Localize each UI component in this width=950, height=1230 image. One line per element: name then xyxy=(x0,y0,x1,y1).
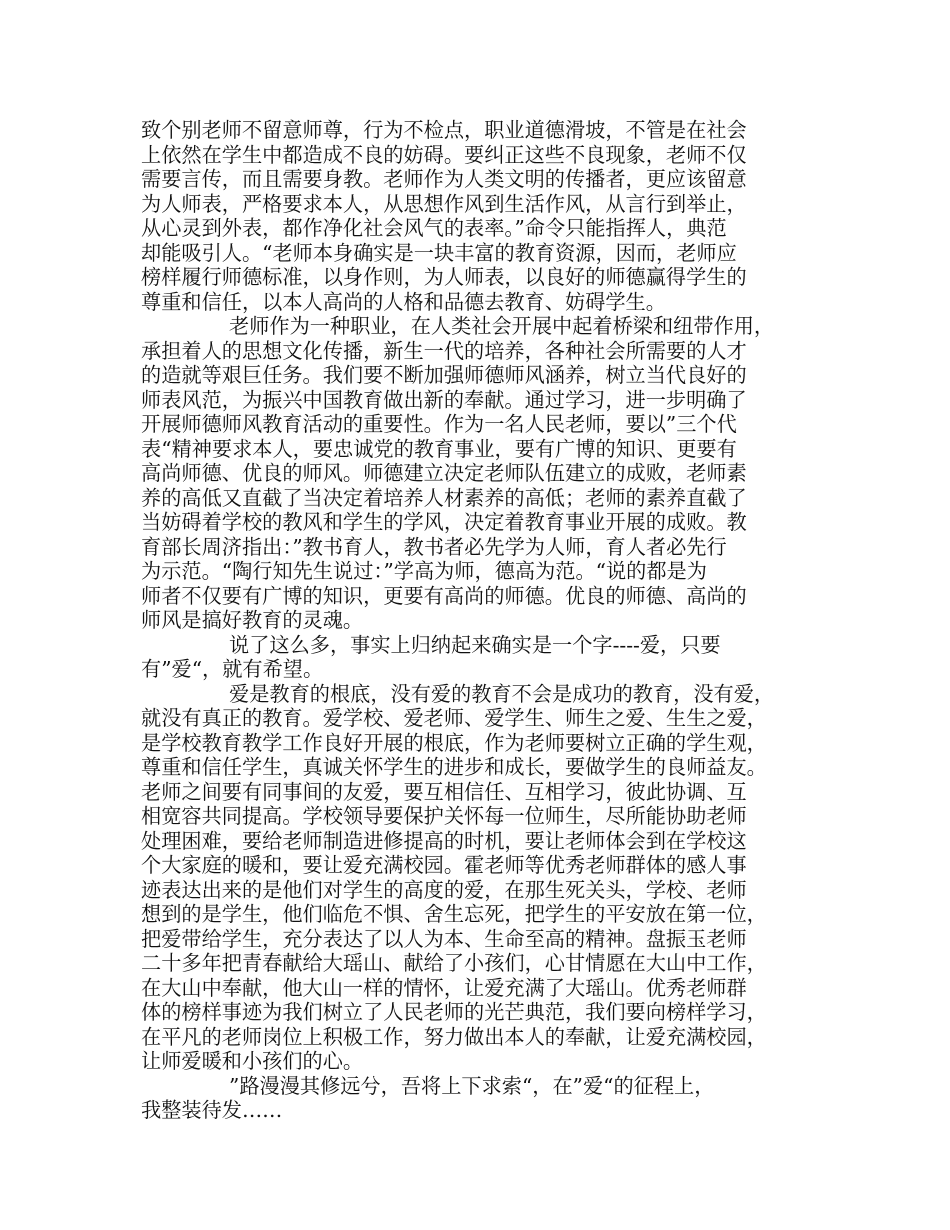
text-line: 需要言传，而且需要身教。老师作为人类文明的传播者，更应该留意 xyxy=(141,167,747,191)
text-line: 相宽容共同提高。学校领导要保护关怀每一位师生，尽所能协助老师 xyxy=(141,804,747,828)
text-line: 上依然在学生中都造成不良的妨碍。要纠正这些不良现象，老师不仅 xyxy=(141,142,747,167)
text-line: 尊重和信任，以本人高尚的人格和品德去教育、妨碍学生。 xyxy=(141,289,666,314)
text-line: 老师作为一种职业，在人类社会开展中起着桥梁和纽带作用， xyxy=(229,314,775,338)
text-line: 想到的是学生，他们临危不惧、舍生忘死，把学生的平安放在第一位， xyxy=(141,902,767,926)
text-line: 致个别老师不留意师尊，行为不检点，职业道德滑坡，不管是在社会 xyxy=(141,118,747,142)
text-line: 把爱带给学生，充分表达了以人为本、生命至高的精神。盘振玉老师 xyxy=(141,926,747,951)
paragraph xyxy=(141,1074,811,1123)
text-line: 师者不仅要有广博的知识，更要有高尚的师德。优良的师德、高尚的 xyxy=(141,583,747,608)
text-line: 养的高低又直截了当决定着培养人材素养的高低；老师的素养直截了 xyxy=(141,485,747,510)
text-line: 承担着人的思想文化传播，新生一代的培养，各种社会所需要的人才 xyxy=(141,338,747,363)
text-line: 我整装待发…… xyxy=(141,1098,283,1122)
text-line: 就没有真正的教育。爱学校、爱老师、爱学生、师生之爱、生生之爱， xyxy=(141,706,767,730)
paragraph xyxy=(141,633,811,682)
text-line: 为人师表，严格要求本人，从思想作风到生活作风，从言行到举止， xyxy=(141,191,747,216)
paragraph xyxy=(141,682,811,1074)
text-line: 体的榜样事迹为我们树立了人民老师的光芒典范，我们要向榜样学习， xyxy=(141,1000,767,1024)
text-line: 师风是搞好教育的灵魂。 xyxy=(141,608,364,632)
document-body xyxy=(141,118,811,1123)
text-line: 爱是教育的根底，没有爱的教育不会是成功的教育，没有爱， xyxy=(229,681,775,706)
text-line: 为示范。“陶行知先生说过：”学高为师，德高为范。“说的都是为 xyxy=(141,559,707,583)
text-line: 迹表达出来的是他们对学生的高度的爱，在那生死关头，学校、老师 xyxy=(141,877,747,902)
text-line: ”路漫漫其修远兮，吾将上下求索“，在”爱“的征程上， xyxy=(229,1073,715,1098)
text-line: 的造就等艰巨任务。我们要不断加强师德师风涵养，树立当代良好的 xyxy=(141,363,747,387)
text-line: 当妨碍着学校的教风和学生的学风，决定着教育事业开展的成败。教 xyxy=(141,510,747,534)
text-line: 在平凡的老师岗位上积极工作，努力做出本人的奉献，让爱充满校园， xyxy=(141,1024,767,1049)
text-line: 是学校教育教学工作良好开展的根底，作为老师要树立正确的学生观， xyxy=(141,730,767,755)
text-line: 处理困难，要给老师制造进修提高的时机，要让老师体会到在学校这 xyxy=(141,828,747,853)
text-line: 表“精神要求本人，要忠诚党的教育事业，要有广博的知识、更要有 xyxy=(141,436,737,461)
text-line: 从心灵到外表，都作净化社会风气的表率。”命令只能指挥人，典范 xyxy=(141,216,727,240)
text-line: 却能吸引人。“老师本身确实是一块丰富的教育资源，因而，老师应 xyxy=(141,240,737,265)
text-line: 榜样履行师德标准，以身作则，为人师表，以良好的师德赢得学生的 xyxy=(141,265,747,289)
text-line: 师表风范，为振兴中国教育做出新的奉献。通过学习，进一步明确了 xyxy=(141,387,747,412)
text-line: 开展师德师风教育活动的重要性。作为一名人民老师，要以”三个代 xyxy=(141,412,737,436)
text-line: 在大山中奉献，他大山一样的情怀，让爱充满了大瑶山。优秀老师群 xyxy=(141,975,747,1000)
text-line: 有”爱“，就有希望。 xyxy=(141,657,324,681)
paragraph xyxy=(141,118,811,314)
text-line: 高尚师德、优良的师风。师德建立决定老师队伍建立的成败，老师素 xyxy=(141,461,747,485)
text-line: 育部长周济指出：”教书育人，教书者必先学为人师，育人者必先行 xyxy=(141,534,727,559)
text-line: 尊重和信任学生，真诚关怀学生的进步和成长，要做学生的良师益友。 xyxy=(141,755,767,779)
paragraph xyxy=(141,314,811,633)
text-line: 二十多年把青春献给大瑶山、献给了小孩们，心甘情愿在大山中工作， xyxy=(141,951,767,975)
text-line: 说了这么多，事实上归纳起来确实是一个字----爱，只要 xyxy=(229,632,721,657)
text-line: 老师之间要有同事间的友爱，要互相信任、互相学习，彼此协调、互 xyxy=(141,779,747,804)
text-line: 个大家庭的暖和，要让爱充满校园。霍老师等优秀老师群体的感人事 xyxy=(141,853,747,877)
text-line: 让师爱暖和小孩们的心。 xyxy=(141,1049,364,1073)
